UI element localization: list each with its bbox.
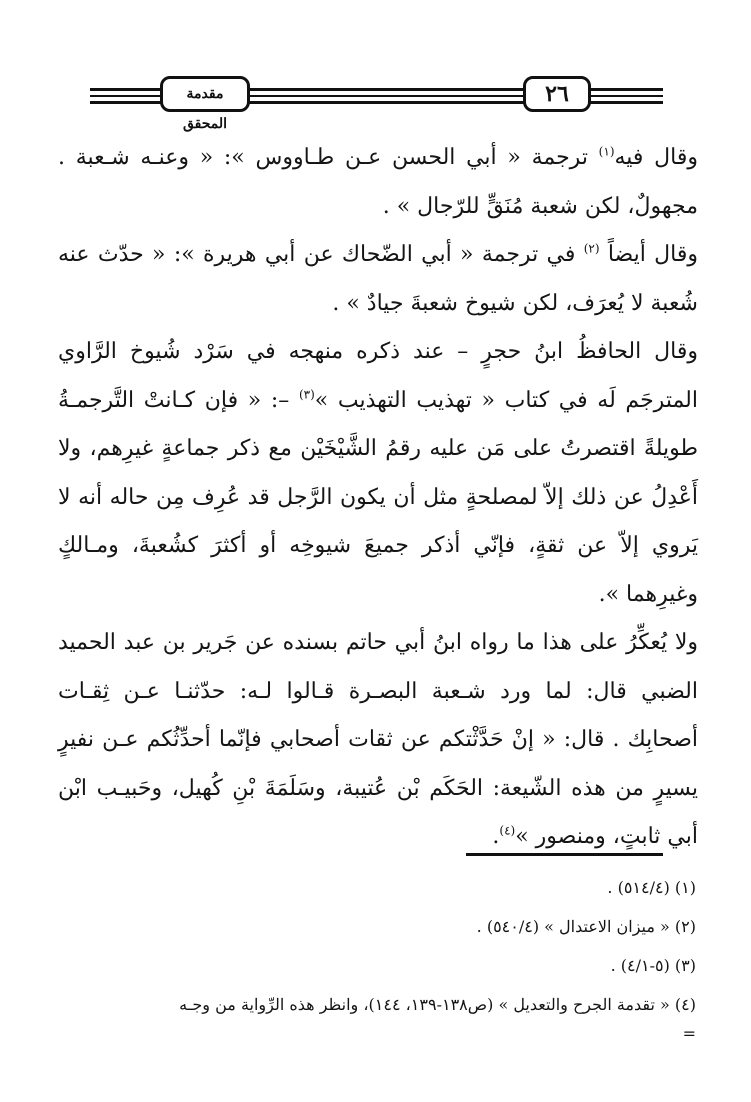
footnote: (٣) (٥-٤/١) .	[610, 956, 696, 975]
footnote: (٤) « تقدمة الجرح والتعديل » (ص١٣٨-١٣٩، ١٤٤)، وانظر هذه الرِّواية من وجـه	[179, 995, 696, 1014]
page-number: ٢٦	[523, 76, 591, 112]
footnotes	[64, 868, 696, 1044]
page-header	[0, 0, 751, 130]
paragraph: ولا يُعكِّرُ على هذا ما رواه ابنُ أبي حاتم بسنده عن جَرير بن عبد الحميد الضبي قال: لما ورد شـعبة البصـرة قـالوا لـه: حدّثنـا عـن ثِقـات أصحابِك . قال: « إنْ حَدَّثْتكم عن ثقات أصحابي فإنّما أحدِّثُكم عـن نفيرٍ يسيرٍ من هذه الشّيعة: الحَكَم بْن عُتيبة، وسَلَمَةَ بْنِ كُهيل، وحَبيـب ابْن أبي ثابتٍ، ومنصور »$^{(٤)}$.	[58, 630, 698, 849]
footnote-ref: (٢)	[583, 241, 600, 256]
footnote-separator	[466, 853, 663, 856]
footnote-ref: (١)	[598, 144, 615, 159]
running-title: مقدمة المحقق	[160, 76, 250, 112]
footnote-continuation: =	[682, 1024, 696, 1043]
paragraph: وقال الحافظُ ابنُ حجرٍ – عند ذكره منهجه في سَرْد شُيوخ الرَّاوي المترجَم لَه في كتاب « تهذيب التهذيب »$^{(٣)}$ –: « فإن كـانتْ التَّرجمـةُ طويلةً اقتصرتُ على مَن عليه رقمُ الشَّيْخَيْن مع ذكر جماعةٍ غيرِهم، ولا أَعْدِلُ عن ذلك إلاّ لمصلحةٍ مثل أن يكون الرَّجل قد عُرِف مِن حاله أنه لا يَروي إلاّ عن ثقةٍ، فإنّي أذكر جميعَ شيوخِه أو أكثرَ كشُعبةَ، ومـالكٍ وغيرِهما ».	[58, 339, 698, 607]
paragraph: وقال أيضاً $^{(٢)}$ في ترجمة « أبي الضّحاك عن أبي هريرة »: « حدّث عنه شُعبة لا يُعرَف، لكن شيوخ شعبةَ جيادٌ » .	[58, 241, 698, 316]
paragraph: وقال فيه$^{(١)}$ ترجمة « أبي الحسن عـن طـاووس »: « وعنـه شـعبة . مجهولٌ، لكن شعبة مُنَقٍّ للرّجال » .	[58, 144, 698, 219]
footnote-ref: (٣)	[298, 387, 315, 402]
footnote: (٢) « ميزان الاعتدال » (٥٤٠/٤) .	[476, 917, 696, 936]
main-text	[58, 134, 698, 862]
footnote: (١) (٥١٤/٤) .	[607, 878, 696, 897]
footnote-ref: (٤)	[499, 823, 516, 838]
